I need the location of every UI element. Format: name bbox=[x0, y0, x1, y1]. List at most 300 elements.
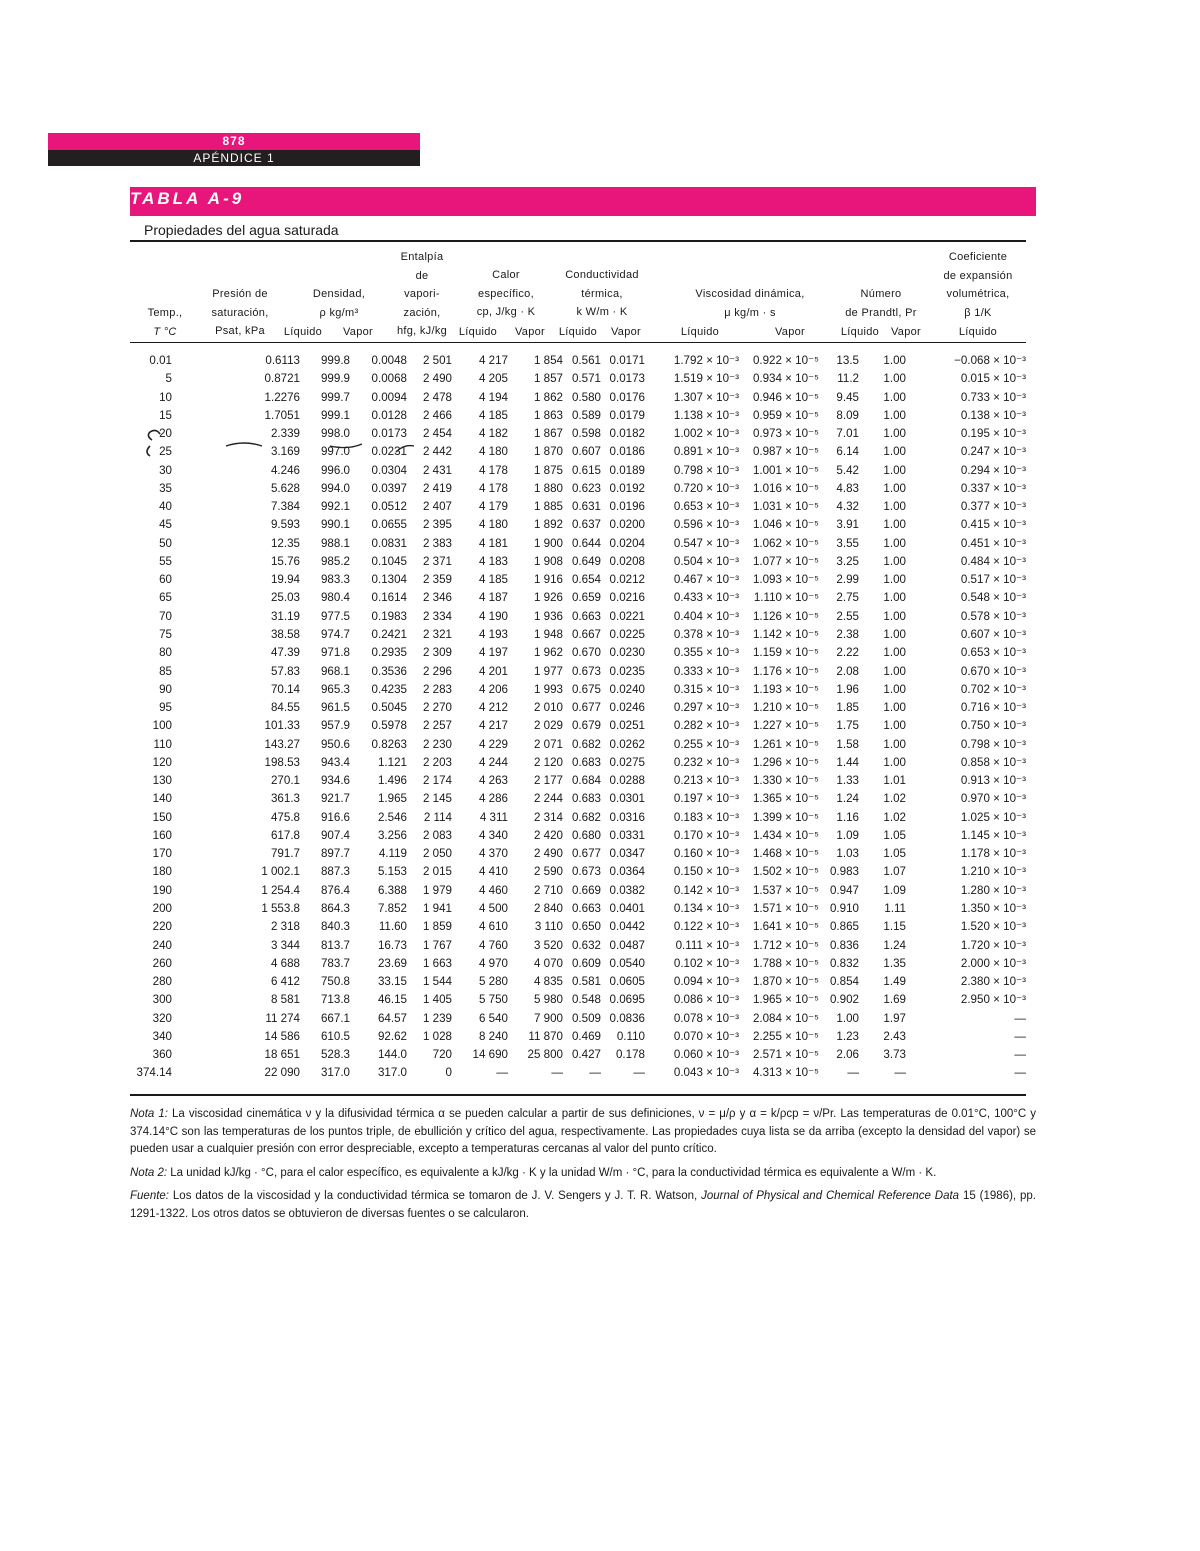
table-cell: 1.11 bbox=[884, 901, 906, 915]
table-cell: 1.00 bbox=[883, 427, 906, 441]
table-cell: 1.145 × 10⁻³ bbox=[960, 828, 1026, 842]
table-cell: 4 070 bbox=[533, 956, 563, 970]
table-cell: 1.2276 bbox=[264, 390, 300, 404]
table-cell: 0.854 bbox=[829, 975, 859, 989]
table-cell: 46.15 bbox=[377, 993, 407, 1007]
table-cell: 0.0128 bbox=[371, 408, 407, 422]
table-cell: 1 892 bbox=[533, 518, 563, 532]
table-cell: 40 bbox=[159, 500, 172, 514]
table-cell: 0.0176 bbox=[609, 390, 645, 404]
table-cell: 4 185 bbox=[478, 573, 508, 587]
table-row bbox=[130, 443, 1026, 461]
table-cell: 0.4235 bbox=[371, 682, 407, 696]
table-cell: 16.73 bbox=[377, 938, 407, 952]
table-cell: 0.0246 bbox=[609, 701, 645, 715]
table-cell: 0.150 × 10⁻³ bbox=[673, 865, 739, 879]
table-row bbox=[130, 1064, 1026, 1082]
table-cell: 1.16 bbox=[836, 810, 859, 824]
table-cell: 1.001 × 10⁻⁵ bbox=[752, 463, 819, 477]
table-cell: — bbox=[496, 1066, 508, 1080]
table-cell: 2 359 bbox=[422, 573, 452, 587]
table-cell: 300 bbox=[152, 993, 172, 1007]
table-row bbox=[130, 717, 1026, 735]
header-specific-heat: Calor específico, cp, J/kg · K bbox=[476, 269, 536, 318]
table-cell: 2.084 × 10⁻⁵ bbox=[752, 1011, 819, 1025]
table-cell: 2.43 bbox=[883, 1029, 906, 1043]
table-cell: 2.06 bbox=[836, 1048, 859, 1062]
table-cell: 1.046 × 10⁻⁵ bbox=[752, 518, 819, 532]
table-cell: 0.987 × 10⁻⁵ bbox=[752, 445, 819, 459]
table-cell: 0.0182 bbox=[609, 427, 645, 441]
table-cell: 2 419 bbox=[422, 481, 452, 495]
table-cell: 7.852 bbox=[377, 901, 407, 915]
table-cell: 1.00 bbox=[883, 536, 906, 550]
subheader-mu-liquid: Líquido bbox=[680, 326, 720, 338]
table-cell: 0.094 × 10⁻³ bbox=[673, 975, 739, 989]
source-note: Fuente: Los datos de la viscosidad y la conductividad térmica se tomaron de J. V. Sengers y J. T. R. Watson, Journal of Physical and Chemical Reference Data 15 (1986), pp. 1291-1322. Los otros datos se obtuvieron de diversas fuentes o se calcularon. bbox=[130, 1190, 1036, 1220]
table-cell: 1.00 bbox=[883, 573, 906, 587]
table-cell: 1.23 bbox=[836, 1029, 859, 1043]
table-cell: 1 936 bbox=[533, 609, 563, 623]
table-cell: 0.631 bbox=[571, 500, 601, 514]
table-cell: 0.683 bbox=[571, 792, 601, 806]
table-cell: 2 346 bbox=[422, 591, 452, 605]
table-cell: 1.093 × 10⁻⁵ bbox=[752, 573, 819, 587]
table-cell: 998.0 bbox=[320, 427, 350, 441]
table-cell: 4 180 bbox=[478, 518, 508, 532]
table-cell: 2.950 × 10⁻³ bbox=[960, 993, 1026, 1007]
table-row bbox=[130, 736, 1026, 754]
table-cell: 0.2421 bbox=[371, 627, 407, 641]
table-cell: 4.313 × 10⁻⁵ bbox=[752, 1066, 819, 1080]
table-cell: 3 520 bbox=[533, 938, 563, 952]
table-cell: 4 410 bbox=[478, 865, 508, 879]
table-row bbox=[130, 352, 1026, 370]
table-cell: 6.388 bbox=[377, 883, 407, 897]
table-row bbox=[130, 462, 1026, 480]
table-cell: 0.596 × 10⁻³ bbox=[673, 518, 739, 532]
table-cell: 1.00 bbox=[883, 518, 906, 532]
table-cell: 1.58 bbox=[836, 737, 859, 751]
table-row bbox=[130, 973, 1026, 991]
table-cell: 1.00 bbox=[883, 445, 906, 459]
table-cell: 0.138 × 10⁻³ bbox=[960, 408, 1026, 422]
table-cell: 0.934 × 10⁻⁵ bbox=[752, 372, 819, 386]
table-cell: 0.0231 bbox=[371, 445, 407, 459]
table-cell: 0.0512 bbox=[371, 500, 407, 514]
table-cell: 2 454 bbox=[422, 427, 452, 441]
table-cell: 70.14 bbox=[270, 682, 300, 696]
table-cell: 0.669 bbox=[571, 883, 601, 897]
table-cell: 0.469 bbox=[571, 1029, 601, 1043]
table-cell: 2 395 bbox=[422, 518, 452, 532]
table-cell: 0.0208 bbox=[609, 554, 645, 568]
table-cell: 6 412 bbox=[270, 975, 300, 989]
header-expansion: Coeficiente de expansión volumétrica, β 1/K bbox=[943, 251, 1013, 319]
table-cell: 1 863 bbox=[533, 408, 563, 422]
table-cell: 0.653 × 10⁻³ bbox=[960, 646, 1026, 660]
table-cell: 4 229 bbox=[478, 737, 508, 751]
table-cell: 2 840 bbox=[533, 901, 563, 915]
table-row bbox=[130, 589, 1026, 607]
table-row bbox=[130, 754, 1026, 772]
table-cell: 720 bbox=[432, 1048, 452, 1062]
table-cell: 0.548 bbox=[571, 993, 601, 1007]
table-cell: 150 bbox=[152, 810, 172, 824]
table-cell: 0.378 × 10⁻³ bbox=[673, 627, 739, 641]
table-cell: 876.4 bbox=[320, 883, 350, 897]
table-cell: 1.00 bbox=[883, 701, 906, 715]
table-cell: 0.663 bbox=[571, 609, 601, 623]
table-body bbox=[130, 352, 1026, 1083]
table-cell: 14 690 bbox=[472, 1048, 508, 1062]
table-cell: 0.070 × 10⁻³ bbox=[673, 1029, 739, 1043]
table-cell: 1.330 × 10⁻⁵ bbox=[752, 774, 819, 788]
table-cell: 1.720 × 10⁻³ bbox=[960, 938, 1026, 952]
table-cell: 317.0 bbox=[377, 1066, 407, 1080]
table-cell: 5.42 bbox=[836, 463, 859, 477]
table-cell: 0.684 bbox=[571, 774, 601, 788]
table-cell: 95 bbox=[159, 701, 172, 715]
table-banner bbox=[130, 187, 1036, 216]
table-cell: 617.8 bbox=[270, 828, 300, 842]
table-cell: 11.60 bbox=[378, 920, 407, 934]
table-cell: 0.891 × 10⁻³ bbox=[673, 445, 739, 459]
table-cell: 4 500 bbox=[478, 901, 508, 915]
table-cell: 110 bbox=[153, 737, 172, 751]
table-cell: 1.965 × 10⁻⁵ bbox=[752, 993, 819, 1007]
table-cell: 1 948 bbox=[533, 627, 563, 641]
table-cell: 992.1 bbox=[320, 500, 350, 514]
table-cell: 0.0364 bbox=[609, 865, 645, 879]
table-cell: 1.69 bbox=[883, 993, 906, 1007]
table-cell: 0.0382 bbox=[609, 883, 645, 897]
table-cell: 4 178 bbox=[478, 463, 508, 477]
table-cell: 0.0836 bbox=[609, 1011, 645, 1025]
table-cell: 2.75 bbox=[836, 591, 859, 605]
table-cell: 4 835 bbox=[533, 975, 563, 989]
header-conductivity: Conductividad térmica, k W/m · K bbox=[565, 269, 639, 318]
table-cell: 0.677 bbox=[571, 847, 601, 861]
subheader-beta-liquid: Líquido bbox=[958, 326, 998, 338]
table-cell: 0.160 × 10⁻³ bbox=[673, 847, 739, 861]
table-cell: 0.716 × 10⁻³ bbox=[960, 701, 1026, 715]
table-cell: 1.502 × 10⁻⁵ bbox=[752, 865, 819, 879]
table-cell: 2 114 bbox=[423, 810, 452, 824]
table-cell: 361.3 bbox=[270, 792, 300, 806]
table-cell: 2 010 bbox=[533, 701, 563, 715]
table-cell: 0.632 bbox=[571, 938, 601, 952]
table-cell: 0.427 bbox=[571, 1048, 601, 1062]
table-cell: 0.922 × 10⁻⁵ bbox=[752, 354, 819, 367]
table-cell: 4 217 bbox=[478, 354, 508, 367]
table-title: Propiedades del agua saturada bbox=[144, 222, 339, 238]
table-cell: 101.33 bbox=[264, 719, 300, 733]
table-cell: 1 941 bbox=[422, 901, 452, 915]
table-cell: 92.62 bbox=[377, 1029, 407, 1043]
table-cell: 0.110 bbox=[616, 1029, 645, 1043]
table-cell: 988.1 bbox=[320, 536, 350, 550]
table-cell: 1.434 × 10⁻⁵ bbox=[752, 828, 819, 842]
table-cell: 0.683 bbox=[571, 755, 601, 769]
table-cell: 3.256 bbox=[377, 828, 407, 842]
table-cell: 25.03 bbox=[270, 591, 300, 605]
table-cell: 1 859 bbox=[422, 920, 452, 934]
table-cell: 9.45 bbox=[836, 390, 859, 404]
table-cell: 1.280 × 10⁻³ bbox=[960, 883, 1026, 897]
table-cell: 4 370 bbox=[478, 847, 508, 861]
table-cell: 2 029 bbox=[533, 719, 563, 733]
table-row bbox=[130, 663, 1026, 681]
table-row bbox=[130, 1028, 1026, 1046]
table-cell: 1 979 bbox=[422, 883, 452, 897]
table-cell: 2 407 bbox=[422, 500, 452, 514]
table-cell: 1.35 bbox=[883, 956, 906, 970]
table-row bbox=[130, 863, 1026, 881]
table-cell: 0.484 × 10⁻³ bbox=[960, 554, 1026, 568]
subheader-cp-vapor: Vapor bbox=[514, 326, 546, 338]
table-cell: 1.00 bbox=[883, 627, 906, 641]
table-row bbox=[130, 681, 1026, 699]
table-cell: 1.468 × 10⁻⁵ bbox=[752, 847, 819, 861]
table-cell: 0.0094 bbox=[371, 390, 407, 404]
table-cell: 4 610 bbox=[478, 920, 508, 934]
table-cell: 4 970 bbox=[478, 956, 508, 970]
table-cell: 0.404 × 10⁻³ bbox=[673, 609, 739, 623]
table-cell: 2 383 bbox=[422, 536, 452, 550]
table-row bbox=[130, 516, 1026, 534]
table-cell: 2 270 bbox=[422, 701, 452, 715]
table-cell: 8 581 bbox=[270, 993, 300, 1007]
table-cell: 0.659 bbox=[571, 591, 601, 605]
table-cell: 907.4 bbox=[320, 828, 350, 842]
table-cell: 19.94 bbox=[270, 573, 300, 587]
table-cell: 0.213 × 10⁻³ bbox=[673, 774, 739, 788]
table-cell: 1.00 bbox=[883, 591, 906, 605]
table-cell: 1.519 × 10⁻³ bbox=[673, 372, 739, 386]
header-pressure: Presión de saturación, Psat, kPa bbox=[211, 288, 269, 337]
table-cell: 2 257 bbox=[422, 719, 452, 733]
table-cell: 50 bbox=[159, 536, 172, 550]
table-cell: 0.623 bbox=[571, 481, 601, 495]
table-cell: 170 bbox=[152, 847, 172, 861]
table-cell: 4 187 bbox=[478, 591, 508, 605]
table-cell: 0.0487 bbox=[609, 938, 645, 952]
table-cell: 0.607 × 10⁻³ bbox=[960, 627, 1026, 641]
table-cell: 4 217 bbox=[478, 719, 508, 733]
table-cell: 120 bbox=[152, 755, 172, 769]
table-cell: 2.339 bbox=[270, 427, 300, 441]
table-cell: 0.548 × 10⁻³ bbox=[960, 591, 1026, 605]
table-cell: 0.832 bbox=[829, 956, 859, 970]
table-cell: 14 586 bbox=[264, 1029, 300, 1043]
table-cell: 55 bbox=[159, 554, 172, 568]
table-cell: 4 206 bbox=[478, 682, 508, 696]
table-cell: 0.675 bbox=[571, 682, 601, 696]
table-cell: 144.0 bbox=[377, 1048, 407, 1062]
table-cell: 0.0212 bbox=[609, 573, 645, 587]
table-cell: 0 bbox=[445, 1066, 452, 1080]
table-cell: 0.6113 bbox=[265, 354, 300, 367]
table-cell: 47.39 bbox=[270, 646, 300, 660]
table-cell: 320 bbox=[152, 1011, 172, 1025]
table-cell: 160 bbox=[152, 828, 172, 842]
table-cell: 971.8 bbox=[320, 646, 350, 660]
table-cell: 15.76 bbox=[270, 554, 300, 568]
table-cell: 4 179 bbox=[478, 500, 508, 514]
table-cell: 0.0251 bbox=[609, 719, 645, 733]
table-cell: 2 174 bbox=[422, 774, 452, 788]
table-cell: 31.19 bbox=[270, 609, 300, 623]
table-cell: 5.628 bbox=[270, 481, 300, 495]
table-cell: 0.0173 bbox=[609, 372, 645, 386]
table-cell: 0.0288 bbox=[609, 774, 645, 788]
table-cell: 1.07 bbox=[883, 865, 906, 879]
table-cell: 1.15 bbox=[883, 920, 906, 934]
table-row bbox=[130, 1010, 1026, 1028]
saturated-water-table bbox=[130, 352, 1026, 1083]
table-cell: 0.650 bbox=[571, 920, 601, 934]
table-cell: — bbox=[847, 1066, 859, 1080]
table-cell: 45 bbox=[159, 518, 172, 532]
table-cell: 2 318 bbox=[270, 920, 300, 934]
table-cell: 1.176 × 10⁻⁵ bbox=[752, 664, 819, 678]
table-cell: 0.415 × 10⁻³ bbox=[960, 518, 1026, 532]
table-cell: 0.170 × 10⁻³ bbox=[673, 828, 739, 842]
table-cell: 1 880 bbox=[533, 481, 563, 495]
table-cell: 2 071 bbox=[533, 737, 563, 751]
table-cell: 0.609 bbox=[571, 956, 601, 970]
subheader-cp-liquid: Líquido bbox=[458, 326, 498, 338]
table-cell: 1.138 × 10⁻³ bbox=[673, 408, 739, 422]
table-cell: 70 bbox=[159, 609, 172, 623]
table-cell: 260 bbox=[152, 956, 172, 970]
table-cell: −0.068 × 10⁻³ bbox=[954, 354, 1026, 367]
table-cell: 0.0192 bbox=[609, 481, 645, 495]
table-cell: 0.959 × 10⁻⁵ bbox=[752, 408, 819, 422]
table-cell: 1.126 × 10⁻⁵ bbox=[752, 609, 819, 623]
table-cell: 60 bbox=[159, 573, 172, 587]
table-row bbox=[130, 1046, 1026, 1064]
table-cell: 943.4 bbox=[320, 755, 350, 769]
table-cell: 0.0401 bbox=[609, 901, 645, 915]
table-cell: 2.380 × 10⁻³ bbox=[960, 975, 1026, 989]
table-cell: 4 182 bbox=[478, 427, 508, 441]
table-cell: 0.733 × 10⁻³ bbox=[960, 390, 1026, 404]
table-cell: — bbox=[1014, 1011, 1026, 1025]
page-header bbox=[48, 133, 420, 166]
table-cell: 0.377 × 10⁻³ bbox=[960, 500, 1026, 514]
table-cell: 75 bbox=[159, 627, 172, 641]
table-cell: 1 857 bbox=[533, 372, 563, 386]
table-cell: 0.0230 bbox=[609, 646, 645, 660]
table-row bbox=[130, 790, 1026, 808]
table-cell: 4 185 bbox=[478, 408, 508, 422]
table-cell: 1 916 bbox=[533, 573, 563, 587]
table-cell: 0.970 × 10⁻³ bbox=[960, 792, 1026, 806]
table-cell: 1 862 bbox=[533, 390, 563, 404]
table-cell: 8.09 bbox=[836, 408, 859, 422]
table-cell: 1.142 × 10⁻⁵ bbox=[752, 627, 819, 641]
table-cell: 4 197 bbox=[478, 646, 508, 660]
table-cell: 0.702 × 10⁻³ bbox=[960, 682, 1026, 696]
table-cell: 10 bbox=[159, 390, 172, 404]
table-cell: 1.96 bbox=[836, 682, 859, 696]
table-cell: 1.00 bbox=[883, 372, 906, 386]
table-cell: 0.0275 bbox=[609, 755, 645, 769]
table-cell: 0.467 × 10⁻³ bbox=[673, 573, 739, 587]
table-cell: 610.5 bbox=[320, 1029, 350, 1043]
table-cell: 1 962 bbox=[533, 646, 563, 660]
table-cell: 1.00 bbox=[883, 463, 906, 477]
table-row bbox=[130, 900, 1026, 918]
table-cell: 2.99 bbox=[836, 573, 859, 587]
table-cell: 0.663 bbox=[571, 901, 601, 915]
table-cell: 7.01 bbox=[836, 427, 859, 441]
table-cell: 2 371 bbox=[422, 554, 452, 568]
table-cell: 0.247 × 10⁻³ bbox=[960, 445, 1026, 459]
table-cell: 0.142 × 10⁻³ bbox=[673, 883, 739, 897]
table-cell: 198.53 bbox=[264, 755, 300, 769]
table-cell: 7 900 bbox=[533, 1011, 563, 1025]
table-cell: 0.8263 bbox=[371, 737, 407, 751]
table-cell: 180 bbox=[152, 865, 172, 879]
table-cell: 0.649 bbox=[571, 554, 601, 568]
table-cell: 2 478 bbox=[422, 390, 452, 404]
table-cell: 0.0540 bbox=[609, 956, 645, 970]
table-cell: 0.2935 bbox=[371, 646, 407, 660]
table-id: TABLA A-9 bbox=[130, 189, 245, 208]
table-cell: 0.1304 bbox=[371, 573, 407, 587]
page-number: 878 bbox=[48, 133, 420, 150]
table-cell: 33.15 bbox=[377, 975, 407, 989]
table-cell: 2.546 bbox=[377, 810, 407, 824]
table-cell: 1.178 × 10⁻³ bbox=[960, 847, 1026, 861]
table-cell: 667.1 bbox=[320, 1011, 350, 1025]
table-cell: 0.0301 bbox=[609, 792, 645, 806]
table-cell: 0.294 × 10⁻³ bbox=[960, 463, 1026, 477]
table-cell: 11.2 bbox=[837, 372, 859, 386]
table-cell: 4 244 bbox=[478, 755, 508, 769]
table-cell: 2 490 bbox=[422, 372, 452, 386]
table-cell: 0.946 × 10⁻⁵ bbox=[752, 390, 819, 404]
table-cell: 4.83 bbox=[836, 481, 859, 495]
table-row bbox=[130, 937, 1026, 955]
table-cell: 1.44 bbox=[836, 755, 859, 769]
table-cell: 0.913 × 10⁻³ bbox=[960, 774, 1026, 788]
table-row bbox=[130, 553, 1026, 571]
table-cell: 1.792 × 10⁻³ bbox=[673, 354, 739, 367]
table-cell: 3 110 bbox=[534, 920, 563, 934]
table-cell: 957.9 bbox=[320, 719, 350, 733]
table-cell: 1 900 bbox=[533, 536, 563, 550]
header-density: Densidad, ρ kg/m³ bbox=[312, 288, 366, 319]
table-cell: 2.55 bbox=[836, 609, 859, 623]
table-cell: 0.0347 bbox=[609, 847, 645, 861]
table-cell: 4 212 bbox=[478, 701, 508, 715]
table-cell: 8 240 bbox=[478, 1029, 508, 1043]
table-cell: 0.315 × 10⁻³ bbox=[673, 682, 739, 696]
table-cell: 0.1614 bbox=[371, 591, 407, 605]
table-cell: 5 280 bbox=[478, 975, 508, 989]
table-cell: 1.02 bbox=[883, 810, 906, 824]
table-cell: 30 bbox=[159, 463, 172, 477]
table-cell: 1 885 bbox=[533, 500, 563, 514]
table-cell: 897.7 bbox=[320, 847, 350, 861]
table-cell: 4 190 bbox=[478, 609, 508, 623]
table-cell: 2.38 bbox=[836, 627, 859, 641]
note-1: Nota 1: La viscosidad cinemática ν y la difusividad térmica α se pueden calcular a partir de sus definiciones, ν = μ/ρ y α = k/ρcp = ν/Pr. Las temperaturas de 0.01°C, 100°C y 374.14°C son las temperaturas de los puntos triple, de ebullición y crítico del agua, respectivamente. Las propiedades cuya lista se da arriba (excepto la densidad del vapor) se pueden usar a cualquier presión con error despreciable, excepto a temperaturas cercanas al valor del punto crítico. bbox=[130, 1108, 1037, 1155]
